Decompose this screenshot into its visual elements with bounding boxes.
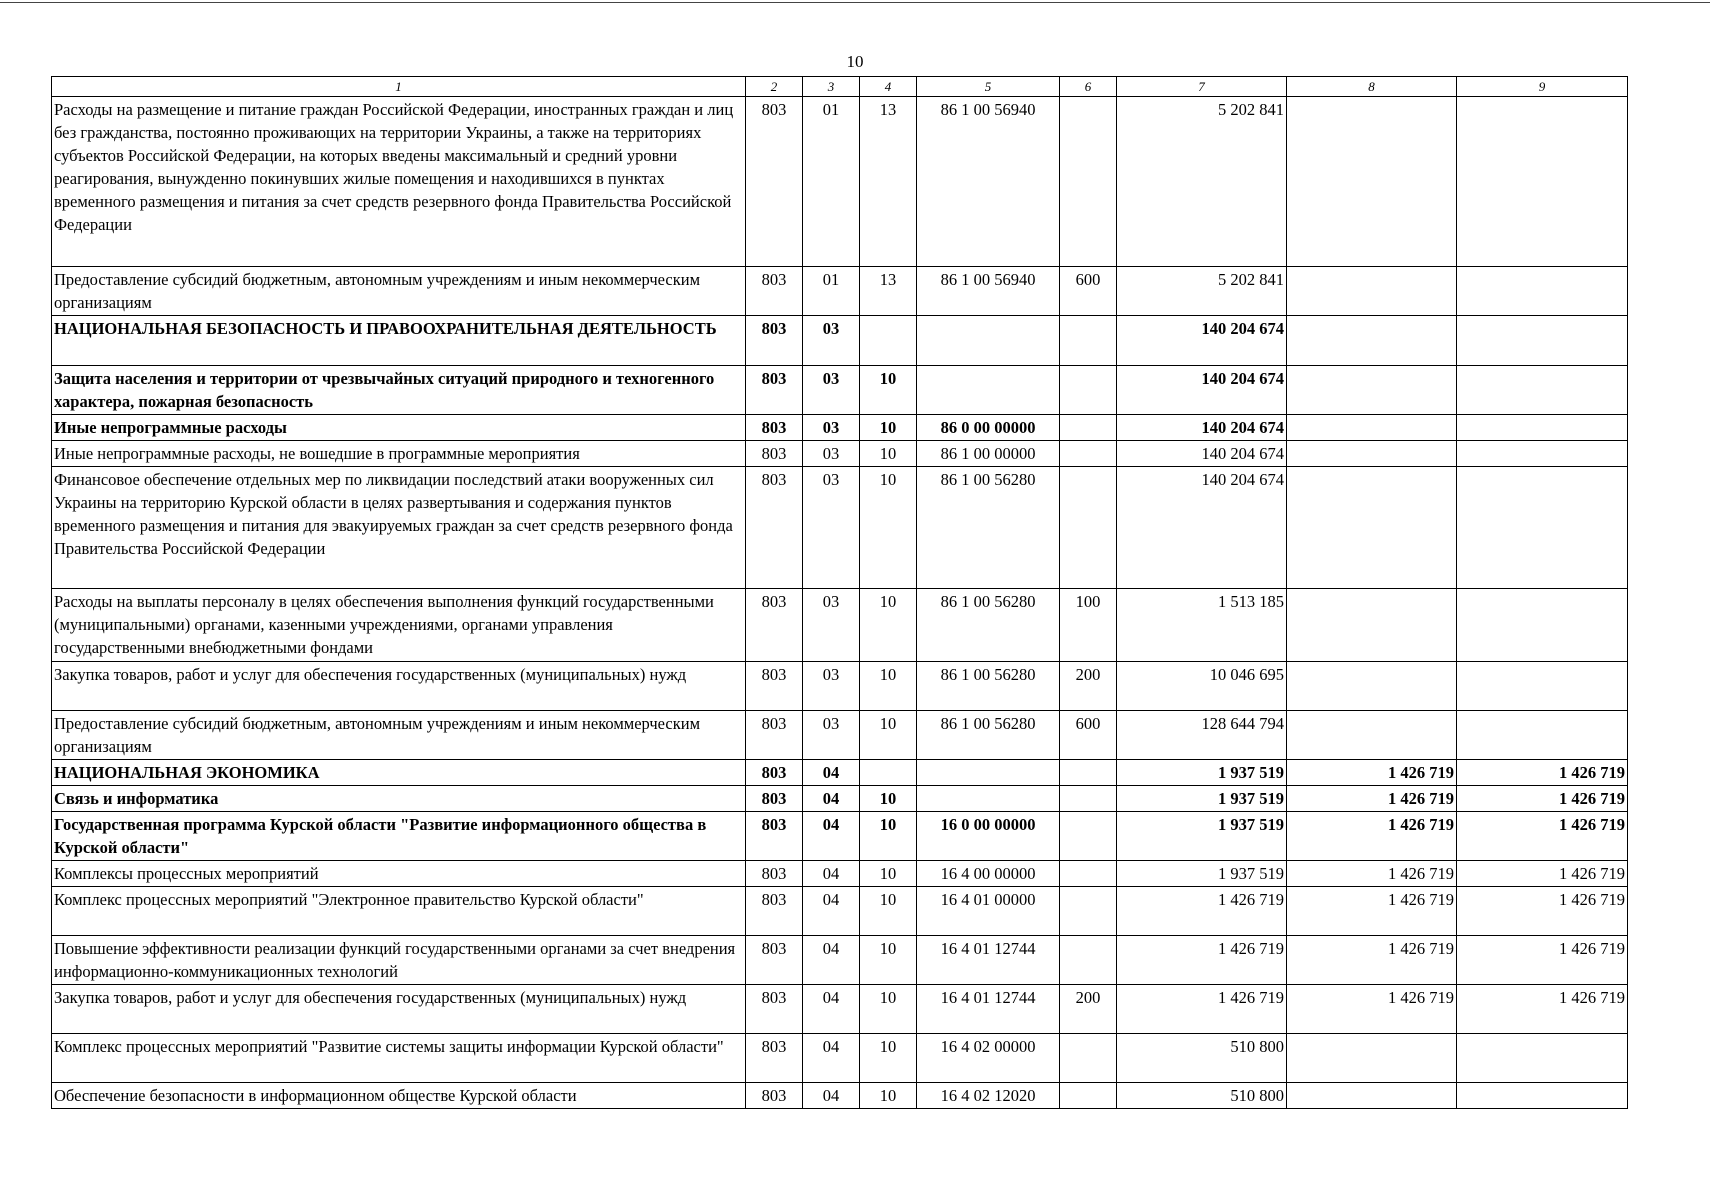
section-code-cell: 04 (803, 760, 860, 786)
expense-type-cell: 600 (1060, 267, 1117, 316)
admin-code-cell: 803 (746, 1083, 803, 1109)
row-name-cell: Комплекс процессных мероприятий "Развитие системы защиты информации Курской области" (52, 1034, 746, 1083)
subsection-code-cell: 10 (860, 467, 917, 589)
table-row (52, 97, 1628, 267)
target-article-cell: 86 1 00 56280 (917, 467, 1060, 589)
subsection-code-cell: 13 (860, 97, 917, 267)
expense-type-cell: 600 (1060, 711, 1117, 760)
row-name-cell: Закупка товаров, работ и услуг для обеспечения государственных (муниципальных) нужд (52, 985, 746, 1034)
target-article-cell (917, 760, 1060, 786)
expense-type-cell (1060, 467, 1117, 589)
expense-type-cell (1060, 366, 1117, 415)
target-article-cell: 86 1 00 56280 (917, 662, 1060, 711)
amount-col9-cell: 1 426 719 (1457, 936, 1628, 985)
row-name-cell: Комплекс процессных мероприятий "Электронное правительство Курской области" (52, 887, 746, 936)
table-row (52, 985, 1628, 1034)
table-row (52, 1083, 1628, 1109)
row-name-cell: Иные непрограммные расходы (52, 415, 746, 441)
amount-col9-cell (1457, 316, 1628, 366)
amount-col7-cell: 5 202 841 (1117, 97, 1287, 267)
target-article-cell (917, 366, 1060, 415)
column-header: 2 (746, 77, 803, 97)
subsection-code-cell: 10 (860, 589, 917, 662)
column-number-row (52, 77, 1628, 97)
section-code-cell: 03 (803, 711, 860, 760)
subsection-code-cell: 10 (860, 936, 917, 985)
target-article-cell: 86 1 00 56280 (917, 711, 1060, 760)
table-row (52, 415, 1628, 441)
admin-code-cell: 803 (746, 861, 803, 887)
row-name-cell: Государственная программа Курской области "Развитие информационного общества в Курской области" (52, 812, 746, 861)
target-article-cell (917, 786, 1060, 812)
amount-col9-cell (1457, 267, 1628, 316)
amount-col7-cell: 1 937 519 (1117, 812, 1287, 861)
amount-col9-cell: 1 426 719 (1457, 861, 1628, 887)
expense-type-cell (1060, 861, 1117, 887)
amount-col7-cell: 1 426 719 (1117, 985, 1287, 1034)
row-name-cell: Финансовое обеспечение отдельных мер по ликвидации последствий атаки вооруженных сил Украины на территорию Курской области в целях развертывания и содержания пунктов временного размещения и питания для эвакуируемых граждан за счет средств резервного фонда Правительства Российской Федерации (52, 467, 746, 589)
target-article-cell: 16 0 00 00000 (917, 812, 1060, 861)
amount-col8-cell (1287, 415, 1457, 441)
table-row (52, 711, 1628, 760)
budget-table (51, 76, 1628, 1109)
page-top-edge (0, 2, 1710, 3)
amount-col8-cell (1287, 97, 1457, 267)
column-header: 6 (1060, 77, 1117, 97)
amount-col8-cell (1287, 467, 1457, 589)
amount-col7-cell: 1 937 519 (1117, 760, 1287, 786)
row-name-cell: Расходы на выплаты персоналу в целях обеспечения выполнения функций государственными (муниципальными) органами, казенными учреждениями, органами управления государственными внебюджетными фондами (52, 589, 746, 662)
admin-code-cell: 803 (746, 415, 803, 441)
amount-col8-cell (1287, 711, 1457, 760)
expense-type-cell: 200 (1060, 662, 1117, 711)
amount-col9-cell (1457, 366, 1628, 415)
table-row (52, 589, 1628, 662)
expense-type-cell (1060, 316, 1117, 366)
row-name-cell: Обеспечение безопасности в информационном обществе Курской области (52, 1083, 746, 1109)
amount-col9-cell: 1 426 719 (1457, 887, 1628, 936)
row-name-cell: НАЦИОНАЛЬНАЯ ЭКОНОМИКА (52, 760, 746, 786)
amount-col8-cell: 1 426 719 (1287, 861, 1457, 887)
subsection-code-cell: 10 (860, 1034, 917, 1083)
section-code-cell: 04 (803, 861, 860, 887)
amount-col8-cell (1287, 1083, 1457, 1109)
section-code-cell: 04 (803, 812, 860, 861)
target-article-cell: 16 4 01 00000 (917, 887, 1060, 936)
admin-code-cell: 803 (746, 760, 803, 786)
expense-type-cell (1060, 1034, 1117, 1083)
expense-type-cell (1060, 887, 1117, 936)
amount-col8-cell: 1 426 719 (1287, 812, 1457, 861)
row-name-cell: Иные непрограммные расходы, не вошедшие в программные мероприятия (52, 441, 746, 467)
table-row (52, 662, 1628, 711)
target-article-cell: 86 1 00 56280 (917, 589, 1060, 662)
amount-col9-cell (1457, 415, 1628, 441)
expense-type-cell: 100 (1060, 589, 1117, 662)
row-name-cell: Закупка товаров, работ и услуг для обеспечения государственных (муниципальных) нужд (52, 662, 746, 711)
subsection-code-cell: 10 (860, 985, 917, 1034)
row-name-cell: Предоставление субсидий бюджетным, автономным учреждениям и иным некоммерческим организациям (52, 711, 746, 760)
target-article-cell: 16 4 01 12744 (917, 985, 1060, 1034)
section-code-cell: 04 (803, 1083, 860, 1109)
section-code-cell: 03 (803, 467, 860, 589)
column-header: 9 (1457, 77, 1628, 97)
expense-type-cell (1060, 786, 1117, 812)
admin-code-cell: 803 (746, 366, 803, 415)
amount-col9-cell (1457, 662, 1628, 711)
expense-type-cell (1060, 441, 1117, 467)
section-code-cell: 03 (803, 366, 860, 415)
admin-code-cell: 803 (746, 1034, 803, 1083)
amount-col9-cell (1457, 467, 1628, 589)
expense-type-cell (1060, 760, 1117, 786)
row-name-cell: Связь и информатика (52, 786, 746, 812)
amount-col7-cell: 1 937 519 (1117, 786, 1287, 812)
amount-col9-cell (1457, 711, 1628, 760)
target-article-cell: 16 4 02 12020 (917, 1083, 1060, 1109)
amount-col7-cell: 1 426 719 (1117, 936, 1287, 985)
subsection-code-cell: 10 (860, 366, 917, 415)
subsection-code-cell (860, 316, 917, 366)
row-name-cell: НАЦИОНАЛЬНАЯ БЕЗОПАСНОСТЬ И ПРАВООХРАНИТЕЛЬНАЯ ДЕЯТЕЛЬНОСТЬ (52, 316, 746, 366)
amount-col7-cell: 1 513 185 (1117, 589, 1287, 662)
admin-code-cell: 803 (746, 316, 803, 366)
table-row (52, 366, 1628, 415)
expense-type-cell (1060, 812, 1117, 861)
target-article-cell (917, 316, 1060, 366)
table-row (52, 861, 1628, 887)
section-code-cell: 01 (803, 267, 860, 316)
table-row (52, 760, 1628, 786)
amount-col9-cell: 1 426 719 (1457, 786, 1628, 812)
amount-col7-cell: 1 426 719 (1117, 887, 1287, 936)
subsection-code-cell: 10 (860, 662, 917, 711)
amount-col7-cell: 128 644 794 (1117, 711, 1287, 760)
column-header: 5 (917, 77, 1060, 97)
expense-type-cell (1060, 936, 1117, 985)
amount-col7-cell: 10 046 695 (1117, 662, 1287, 711)
table-row (52, 1034, 1628, 1083)
subsection-code-cell: 10 (860, 1083, 917, 1109)
amount-col7-cell: 140 204 674 (1117, 467, 1287, 589)
row-name-cell: Комплексы процессных мероприятий (52, 861, 746, 887)
subsection-code-cell: 13 (860, 267, 917, 316)
table-row (52, 812, 1628, 861)
column-header: 7 (1117, 77, 1287, 97)
section-code-cell: 04 (803, 1034, 860, 1083)
amount-col9-cell: 1 426 719 (1457, 760, 1628, 786)
table-row (52, 887, 1628, 936)
section-code-cell: 03 (803, 662, 860, 711)
amount-col8-cell (1287, 366, 1457, 415)
admin-code-cell: 803 (746, 467, 803, 589)
admin-code-cell: 803 (746, 662, 803, 711)
amount-col9-cell (1457, 1034, 1628, 1083)
page-number: 10 (846, 52, 864, 71)
amount-col8-cell: 1 426 719 (1287, 936, 1457, 985)
subsection-code-cell: 10 (860, 415, 917, 441)
column-header: 1 (52, 77, 746, 97)
amount-col7-cell: 5 202 841 (1117, 267, 1287, 316)
amount-col8-cell (1287, 589, 1457, 662)
amount-col7-cell: 1 937 519 (1117, 861, 1287, 887)
section-code-cell: 01 (803, 97, 860, 267)
target-article-cell: 86 1 00 56940 (917, 267, 1060, 316)
row-name-cell: Повышение эффективности реализации функций государственными органами за счет внедрения информационно-коммуникационных технологий (52, 936, 746, 985)
section-code-cell: 04 (803, 985, 860, 1034)
amount-col7-cell: 510 800 (1117, 1034, 1287, 1083)
amount-col7-cell: 140 204 674 (1117, 366, 1287, 415)
subsection-code-cell: 10 (860, 441, 917, 467)
amount-col8-cell: 1 426 719 (1287, 985, 1457, 1034)
amount-col8-cell: 1 426 719 (1287, 786, 1457, 812)
column-header: 3 (803, 77, 860, 97)
amount-col8-cell: 1 426 719 (1287, 760, 1457, 786)
subsection-code-cell: 10 (860, 786, 917, 812)
subsection-code-cell: 10 (860, 812, 917, 861)
target-article-cell: 86 0 00 00000 (917, 415, 1060, 441)
amount-col7-cell: 140 204 674 (1117, 441, 1287, 467)
target-article-cell: 16 4 02 00000 (917, 1034, 1060, 1083)
expense-type-cell: 200 (1060, 985, 1117, 1034)
section-code-cell: 03 (803, 441, 860, 467)
row-name-cell: Расходы на размещение и питание граждан Российской Федерации, иностранных граждан и лиц без гражданства, постоянно проживающих на территории Украины, а также на территориях субъектов Российской Федерации, на которых введены максимальный и средний уровни реагирования, вынужденно покинувших жилые помещения и находившихся в пунктах временного размещения и питания за счет средств резервного фонда Правительства Российской Федерации (52, 97, 746, 267)
amount-col8-cell (1287, 662, 1457, 711)
subsection-code-cell: 10 (860, 711, 917, 760)
amount-col8-cell (1287, 316, 1457, 366)
admin-code-cell: 803 (746, 711, 803, 760)
admin-code-cell: 803 (746, 887, 803, 936)
amount-col9-cell (1457, 589, 1628, 662)
row-name-cell: Предоставление субсидий бюджетным, автономным учреждениям и иным некоммерческим организациям (52, 267, 746, 316)
amount-col9-cell (1457, 97, 1628, 267)
admin-code-cell: 803 (746, 441, 803, 467)
amount-col7-cell: 140 204 674 (1117, 316, 1287, 366)
target-article-cell: 86 1 00 56940 (917, 97, 1060, 267)
admin-code-cell: 803 (746, 786, 803, 812)
column-header: 8 (1287, 77, 1457, 97)
section-code-cell: 04 (803, 786, 860, 812)
table-row (52, 441, 1628, 467)
subsection-code-cell: 10 (860, 861, 917, 887)
table-row (52, 267, 1628, 316)
section-code-cell: 04 (803, 887, 860, 936)
target-article-cell: 86 1 00 00000 (917, 441, 1060, 467)
section-code-cell: 03 (803, 589, 860, 662)
amount-col8-cell (1287, 441, 1457, 467)
section-code-cell: 04 (803, 936, 860, 985)
amount-col7-cell: 510 800 (1117, 1083, 1287, 1109)
admin-code-cell: 803 (746, 985, 803, 1034)
table-row (52, 316, 1628, 366)
table-row (52, 467, 1628, 589)
amount-col8-cell (1287, 267, 1457, 316)
amount-col9-cell: 1 426 719 (1457, 812, 1628, 861)
target-article-cell: 16 4 01 12744 (917, 936, 1060, 985)
expense-type-cell (1060, 97, 1117, 267)
admin-code-cell: 803 (746, 97, 803, 267)
amount-col7-cell: 140 204 674 (1117, 415, 1287, 441)
row-name-cell: Защита населения и территории от чрезвычайных ситуаций природного и техногенного характера, пожарная безопасность (52, 366, 746, 415)
subsection-code-cell (860, 760, 917, 786)
column-header: 4 (860, 77, 917, 97)
amount-col9-cell (1457, 441, 1628, 467)
section-code-cell: 03 (803, 415, 860, 441)
admin-code-cell: 803 (746, 589, 803, 662)
subsection-code-cell: 10 (860, 887, 917, 936)
amount-col9-cell (1457, 1083, 1628, 1109)
admin-code-cell: 803 (746, 267, 803, 316)
section-code-cell: 03 (803, 316, 860, 366)
expense-type-cell (1060, 1083, 1117, 1109)
expense-type-cell (1060, 415, 1117, 441)
amount-col8-cell (1287, 1034, 1457, 1083)
admin-code-cell: 803 (746, 812, 803, 861)
target-article-cell: 16 4 00 00000 (917, 861, 1060, 887)
table-row (52, 936, 1628, 985)
amount-col8-cell: 1 426 719 (1287, 887, 1457, 936)
amount-col9-cell: 1 426 719 (1457, 985, 1628, 1034)
admin-code-cell: 803 (746, 936, 803, 985)
table-row (52, 786, 1628, 812)
